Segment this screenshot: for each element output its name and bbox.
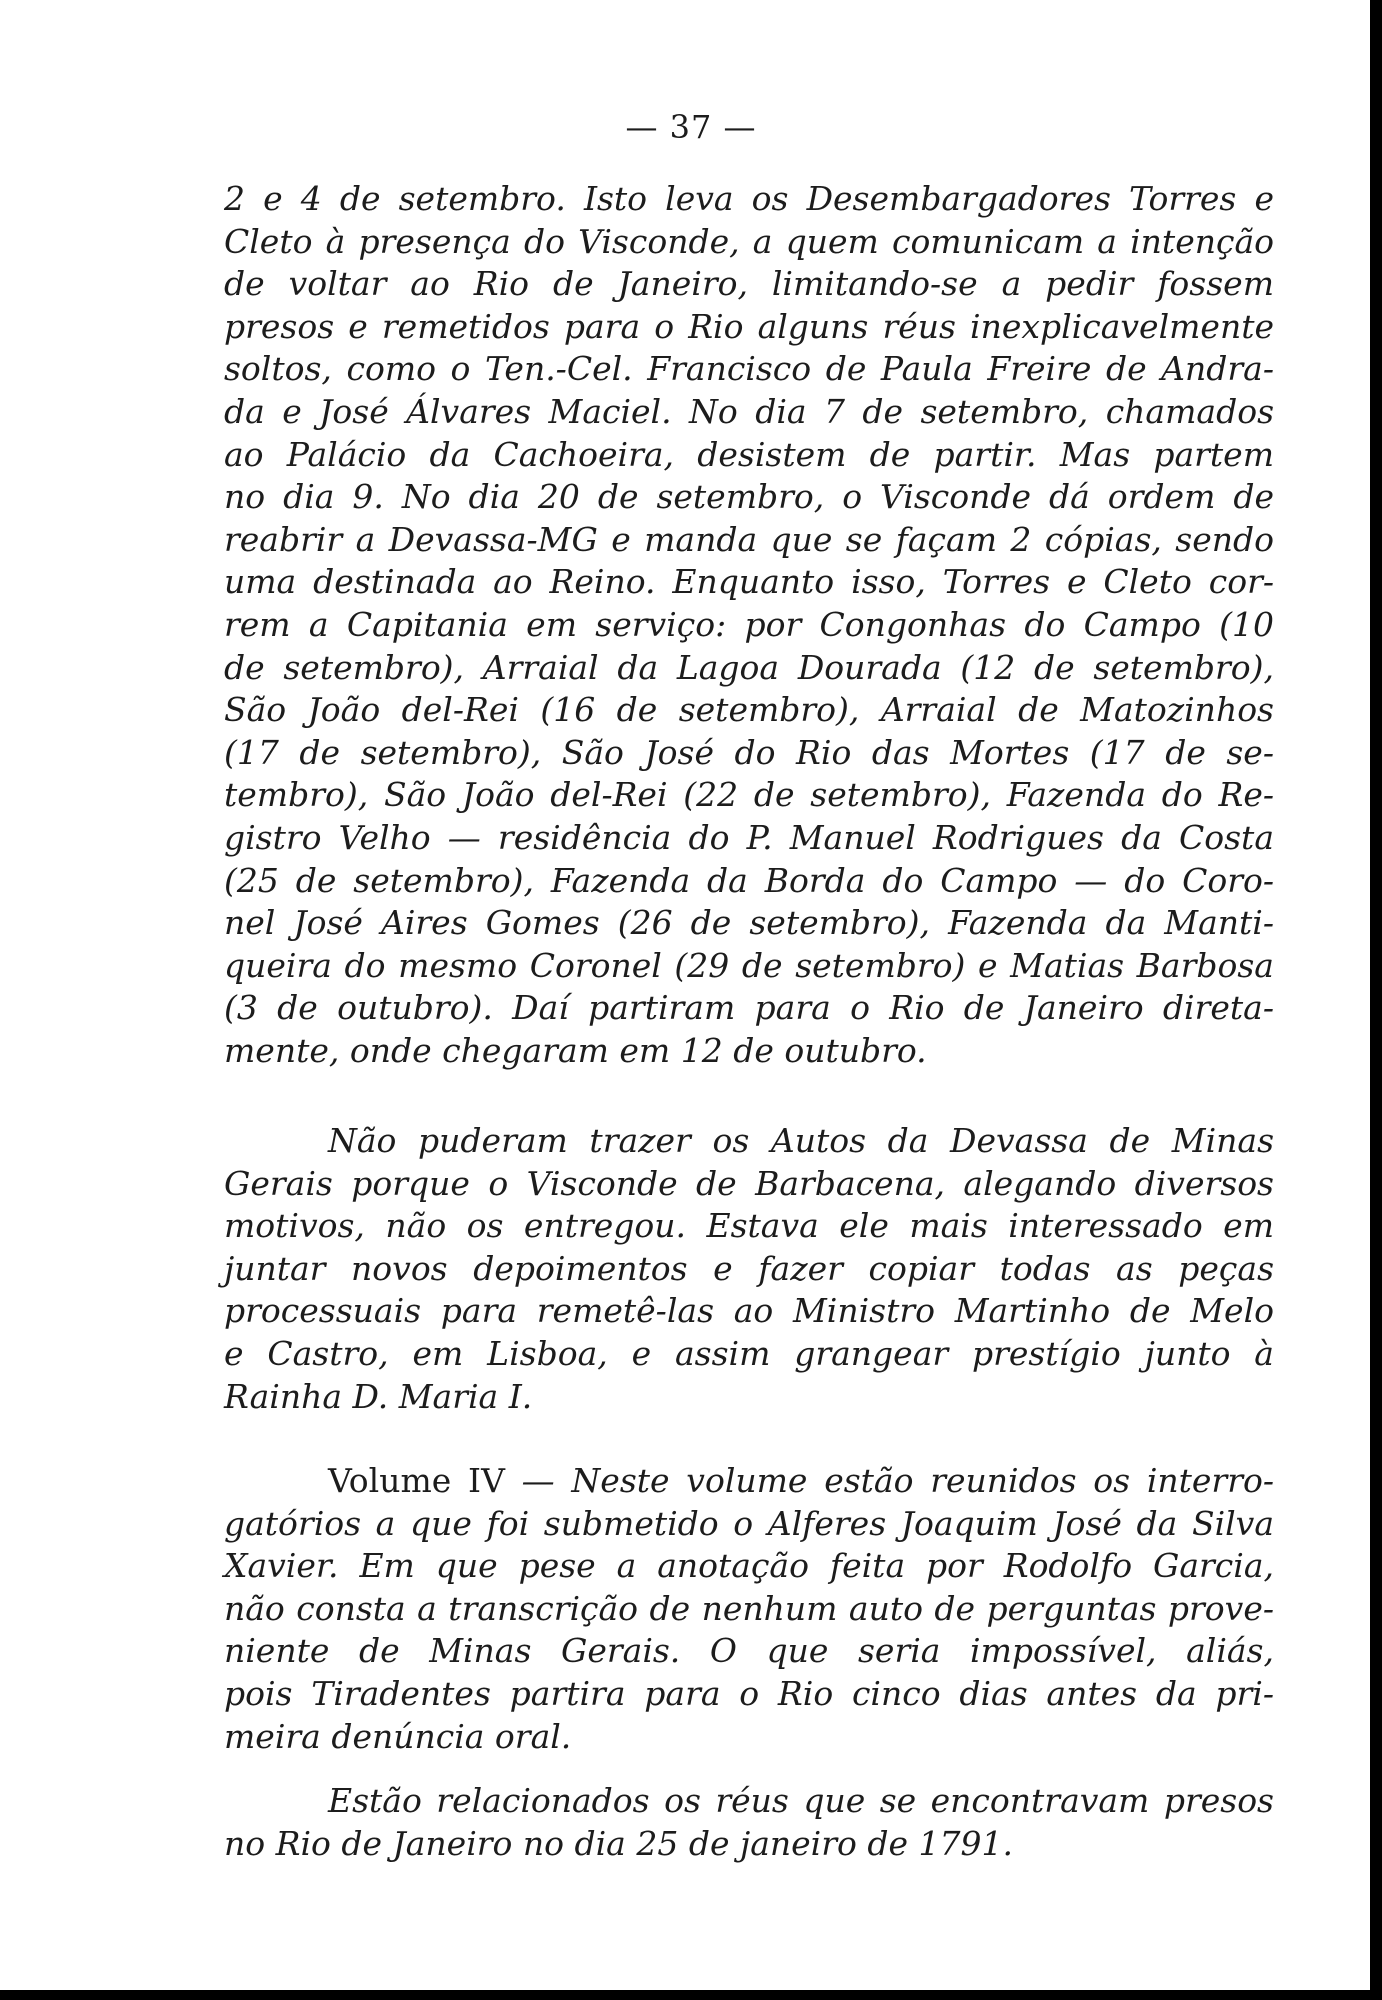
paragraph-1 — [224, 178, 1274, 1072]
text-line: processuais para remetê-las ao Ministro Martinho de Melo — [224, 1291, 1274, 1331]
text-line: Não puderam trazer os Autos da Devassa de Minas — [328, 1121, 1274, 1160]
text-line: (17 de setembro), São José do Rio das Mortes (17 de se- — [224, 732, 1274, 772]
text-line: juntar novos depoimentos e fazer copiar todas as peças — [224, 1248, 1274, 1288]
text-line: gistro Velho — residência do P. Manuel Rodrigues da Costa — [224, 817, 1274, 857]
text-line: soltos, como o Ten.-Cel. Francisco de Paula Freire de Andra- — [224, 349, 1274, 389]
text-line: Gerais porque o Visconde de Barbacena, alegando diversos — [224, 1163, 1274, 1203]
text-line: reabrir a Devassa-MG e manda que se façam 2 cópias, sendo — [224, 519, 1274, 559]
text-line: gatórios a que foi submetido o Alferes Joaquim José da Silva — [224, 1503, 1274, 1543]
text-line: meira denúncia oral. — [224, 1716, 572, 1756]
paragraph-3 — [224, 1460, 1274, 1758]
text-line — [224, 1460, 1274, 1503]
text-line: mente, onde chegaram em 12 de outubro. — [224, 1030, 927, 1070]
text-line: (3 de outubro). Daí partiram para o Rio de Janeiro direta- — [224, 988, 1274, 1028]
text-line: da e José Álvares Maciel. No dia 7 de setembro, chamados — [224, 391, 1274, 431]
text-line: no Rio de Janeiro no dia 25 de janeiro de 1791. — [224, 1823, 1013, 1863]
text-line: e Castro, em Lisboa, e assim grangear prestígio junto à — [224, 1333, 1274, 1373]
paragraph-2 — [224, 1120, 1274, 1418]
paragraph-4 — [224, 1780, 1274, 1865]
text-line: Cleto à presença do Visconde, a quem comunicam a intenção — [224, 221, 1274, 261]
text-line: tembro), São João del-Rei (22 de setembro), Fazenda do Re- — [224, 775, 1274, 815]
text-line: (25 de setembro), Fazenda da Borda do Campo — do Coro- — [224, 860, 1274, 900]
text-line: de setembro), Arraial da Lagoa Dourada (12 de setembro), — [224, 647, 1274, 687]
volume-label: Volume IV — [328, 1461, 505, 1500]
text-line: 2 e 4 de setembro. Isto leva os Desembargadores Torres e — [224, 179, 1274, 218]
text-line: São João del-Rei (16 de setembro), Arraial de Matozinhos — [224, 690, 1274, 730]
text-line: ao Palácio da Cachoeira, desistem de partir. Mas partem — [224, 434, 1274, 474]
text-fragment: — Neste volume estão reunidos os interro- — [504, 1461, 1274, 1500]
text-line: rem a Capitania em serviço: por Congonhas do Campo (10 — [224, 604, 1274, 644]
scan-edge-right — [1370, 0, 1382, 2000]
text-line: presos e remetidos para o Rio alguns réus inexplicavelmente — [224, 306, 1274, 346]
text-line: Estão relacionados os réus que se encontravam presos — [328, 1781, 1274, 1820]
text-line: motivos, não os entregou. Estava ele mais interessado em — [224, 1206, 1274, 1246]
text-line: de voltar ao Rio de Janeiro, limitando-se a pedir fossem — [224, 264, 1274, 304]
scan-edge-bottom — [0, 1990, 1382, 2000]
text-line: pois Tiradentes partira para o Rio cinco dias antes da pri- — [224, 1673, 1274, 1713]
text-line: não consta a transcrição de nenhum auto de perguntas prove- — [224, 1588, 1274, 1628]
text-line: queira do mesmo Coronel (29 de setembro) e Matias Barbosa — [224, 945, 1274, 985]
text-line: Rainha D. Maria I. — [224, 1376, 533, 1416]
text-line: uma destinada ao Reino. Enquanto isso, Torres e Cleto cor- — [224, 562, 1274, 602]
text-line: nel José Aires Gomes (26 de setembro), Fazenda da Manti- — [224, 903, 1274, 943]
text-line: niente de Minas Gerais. O que seria impossível, aliás, — [224, 1631, 1274, 1671]
page-number: — 37 — — [625, 108, 757, 146]
text-line: no dia 9. No dia 20 de setembro, o Visconde dá ordem de — [224, 477, 1274, 517]
text-line: Xavier. Em que pese a anotação feita por Rodolfo Garcia, — [224, 1546, 1274, 1586]
